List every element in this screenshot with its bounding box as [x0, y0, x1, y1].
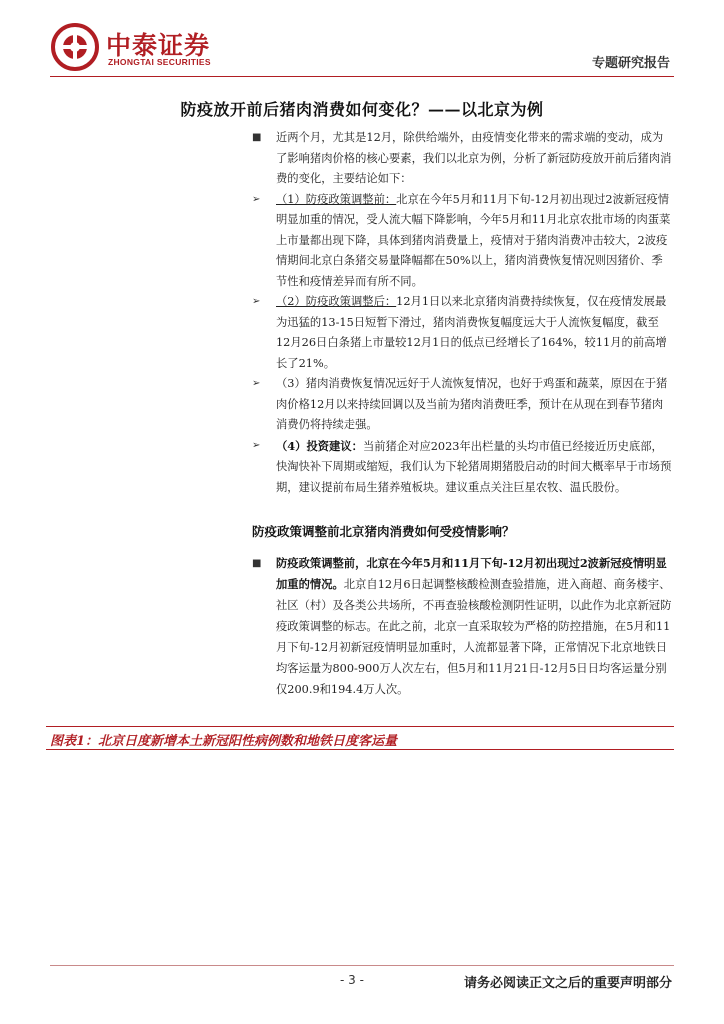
- square-bullet-icon: ■: [252, 558, 262, 569]
- logo-text-en: ZHONGTAI SECURITIES: [108, 57, 211, 67]
- logo-mark-icon: [50, 22, 100, 72]
- bullet-text: （3）猪肉消费恢复情况远好于人流恢复情况，也好于鸡蛋和蔬菜，原因在于猪肉价格12月以来持续回调以及当前为猪肉消费旺季，预计在从现在到春节猪肉消费仍将持续走强。: [276, 377, 668, 431]
- header-divider: [50, 76, 674, 77]
- summary-bullet-investment: [252, 436, 672, 499]
- page-number: - 3 -: [340, 973, 364, 987]
- figure-caption-bar: [46, 726, 674, 750]
- figure-title: 图表1：北京日度新增本土新冠阳性病例数和地铁日度客运量: [50, 734, 398, 749]
- report-type-label: 专题研究报告: [591, 56, 670, 71]
- footer-disclaimer: 请务必阅读正文之后的重要声明部分: [463, 976, 672, 991]
- page-header: [0, 0, 724, 80]
- arrow-bullet-icon: ➢: [252, 378, 261, 389]
- summary-bullet-intro: [252, 128, 672, 190]
- bullet-text: 12月1日以来北京猪肉消费持续恢复，仅在疫情发展最为迅猛的13-15日短暂下滑过，猪肉消费恢复幅度远大于人流恢复幅度，截至12月26日白条猪上市量较12月1日的低点已经增长了164%，较11月的前高增长了21%。: [276, 295, 667, 370]
- report-title: 防疫放开前后猪肉消费如何变化？——以北京为例: [180, 100, 544, 119]
- section-bullet-lead: 防疫政策调整前，北京在今年5月和11月下旬-12月初出现过2波新冠疫情明显加重的情况。: [276, 556, 667, 591]
- summary-bullet-after-policy: [252, 292, 672, 374]
- arrow-bullet-icon: ➢: [252, 439, 261, 451]
- bullet-lead: （1）防疫政策调整前：: [276, 192, 397, 206]
- footer-divider: [50, 965, 674, 966]
- summary-bullet-before-policy: [252, 190, 672, 293]
- summary-bullet-comparison: [252, 374, 672, 436]
- section-bullet: [252, 553, 672, 700]
- bullet-lead: （2）防疫政策调整后：: [276, 295, 397, 308]
- section-bullet-text: 北京自12月6日起调整核酸检测查验措施，进入商超、商务楼宇、社区（村）及各类公共场所，不再查验核酸检测阴性证明，以此作为北京新冠防疫政策调整的标志。在此之前，北京一直采取较为严格的防控措施，在5月和11月下旬-12月初新冠疫情明显加重时，人流都显著下降，正常情况下北京地铁日均客运量为800-900万人次左右，但5月和11月21日-12月5日日均客运量分别仅200.9和194.4万人次。: [276, 578, 672, 696]
- logo-text-cn: 中泰证券: [106, 31, 211, 60]
- bullet-text: 当前猪企对应2023年出栏量的头均市值已经接近历史底部，快淘快补下周期或缩短，我们认为下轮猪周期猪股启动的时间大概率早于市场预期，建议提前布局生猪养殖板块。建议重点关注巨星农牧、温氏股份。: [276, 439, 672, 494]
- arrow-bullet-icon: ➢: [252, 296, 261, 307]
- section-body: [252, 553, 672, 700]
- section-heading: 防疫政策调整前北京猪肉消费如何受疫情影响？: [252, 524, 515, 539]
- bullet-lead: （4）投资建议：: [276, 438, 363, 453]
- summary-bullet-list: [252, 128, 672, 498]
- square-bullet-icon: ■: [252, 132, 262, 143]
- bullet-text: 北京在今年5月和11月下旬-12月初出现过2波新冠疫情明显加重的情况，受人流大幅下降影响，今年5月和11月北京农批市场的肉蛋菜上市量都出现下降，具体到猪肉消费量上，疫情对于猪肉消费冲击较大，2波疫情期间北京白条猪交易量降幅都在50%以上，猪肉消费恢复情况则因猪价、季节性和疫情差异而有所不同。: [276, 192, 671, 288]
- company-logo: [50, 22, 260, 72]
- bullet-text: 近两个月，尤其是12月，除供给端外，由疫情变化带来的需求端的变动，成为了影响猪肉价格的核心要素，我们以北京为例，分析了新冠防疫放开前后猪肉消费的变化，主要结论如下：: [276, 131, 672, 185]
- arrow-bullet-icon: ➢: [252, 193, 261, 205]
